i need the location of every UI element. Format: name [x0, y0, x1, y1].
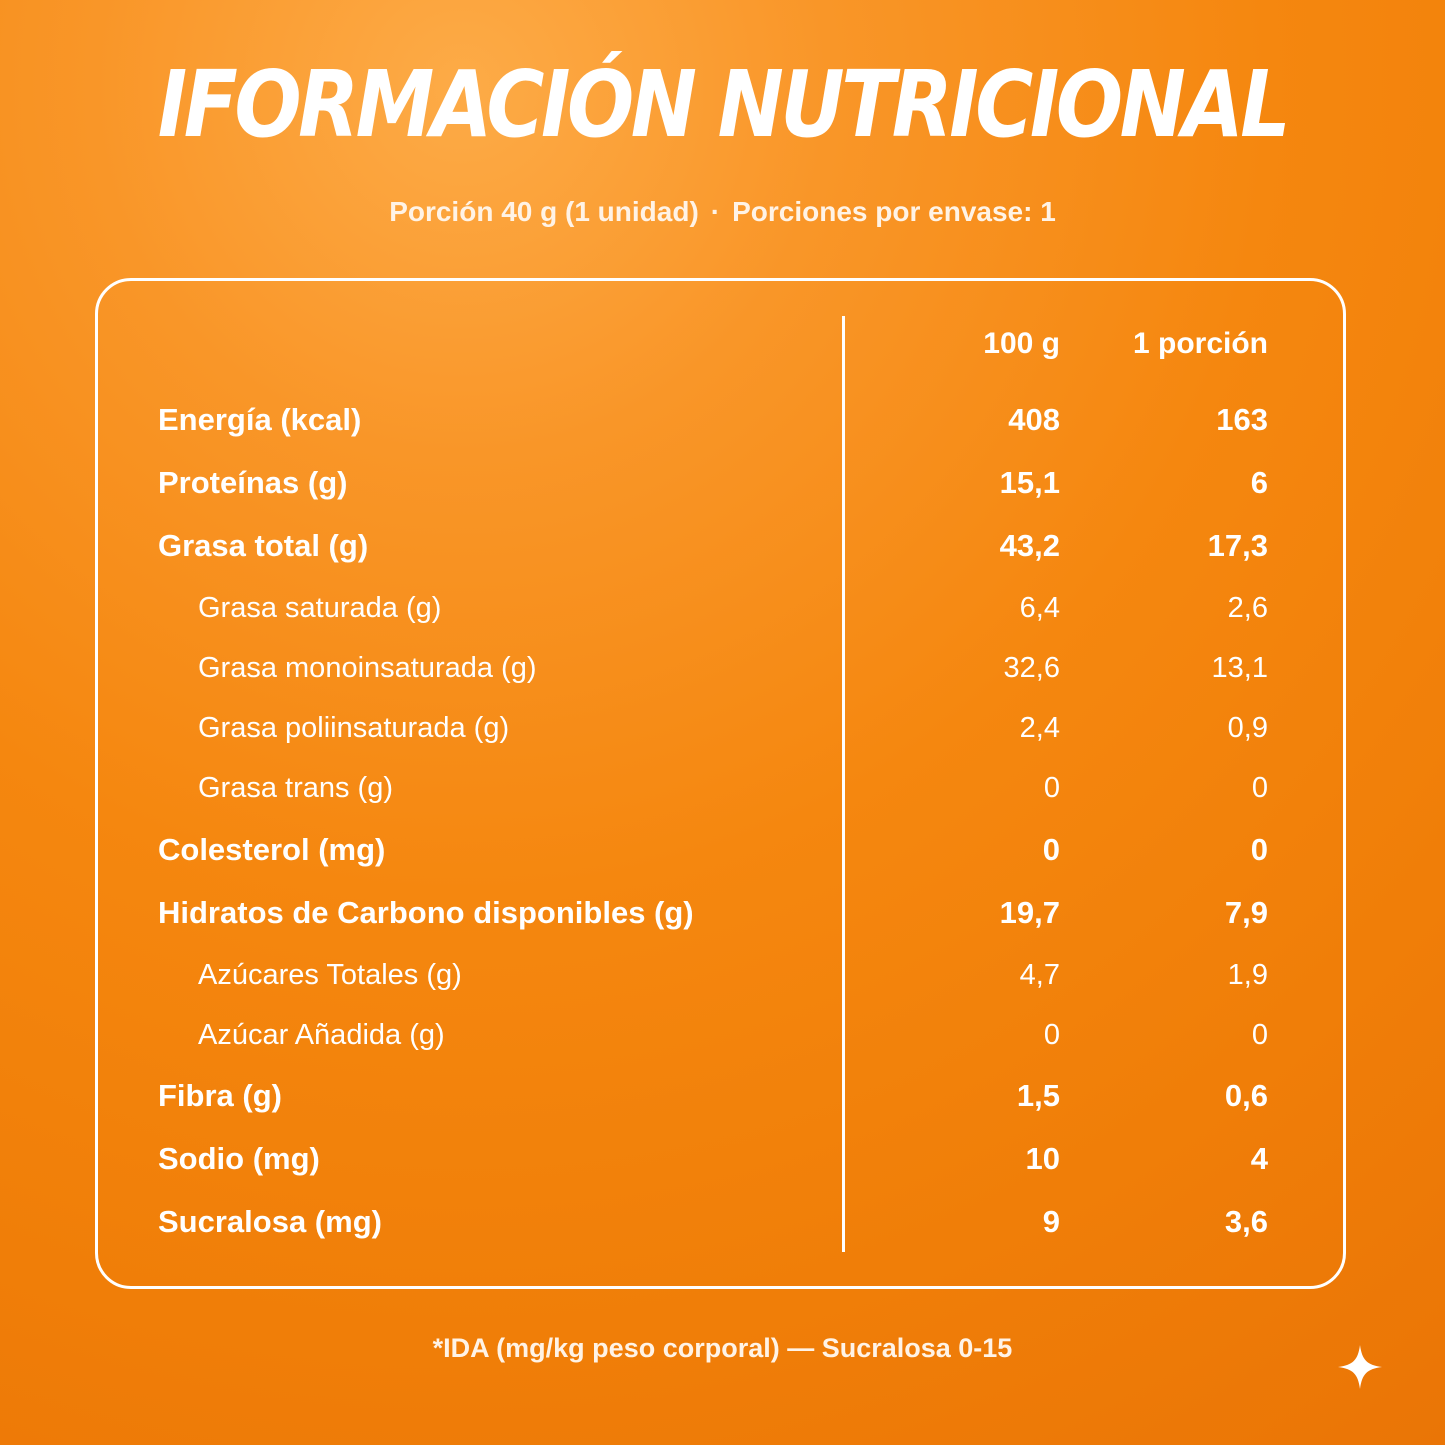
footnote: *IDA (mg/kg peso corporal) — Sucralosa 0-15: [432, 1333, 1013, 1363]
nutrient-label: Azúcar Añadida (g): [198, 1019, 445, 1051]
value-per-100g: 19,7: [999, 895, 1060, 930]
value-per-100g: 32,6: [1003, 652, 1060, 684]
value-per-portion: 7,9: [1224, 895, 1268, 930]
value-per-100g: 0: [1042, 832, 1060, 867]
value-per-100g: 10: [1025, 1141, 1060, 1176]
table-row: [0, 828, 1445, 872]
portion-size: Porción 40 g (1 unidad): [389, 196, 699, 227]
nutrient-label: Grasa saturada (g): [198, 592, 442, 624]
nutrient-label: Grasa poliinsaturada (g): [198, 712, 510, 744]
value-per-portion: 0,9: [1227, 712, 1268, 744]
table-row: [0, 1074, 1445, 1118]
value-per-portion: 1,9: [1227, 959, 1268, 991]
nutrient-label: Fibra (g): [158, 1078, 282, 1113]
value-per-portion: 2,6: [1227, 592, 1268, 624]
serving-info: [0, 196, 1445, 228]
value-per-portion: 0: [1251, 772, 1268, 804]
table-row: [0, 1200, 1445, 1244]
nutrient-label: Grasa total (g): [158, 528, 369, 563]
value-per-portion: 3,6: [1224, 1204, 1268, 1239]
value-per-portion: 13,1: [1211, 652, 1268, 684]
nutrient-label: Sucralosa (mg): [158, 1204, 382, 1239]
value-per-100g: 15,1: [999, 465, 1060, 500]
table-row: [0, 398, 1445, 442]
table-row: [0, 766, 1445, 810]
value-per-portion: 0: [1251, 1019, 1268, 1051]
table-row: [0, 1013, 1445, 1057]
nutrient-label: Energía (kcal): [158, 402, 362, 437]
table-row: [0, 891, 1445, 935]
value-per-portion: 0,6: [1224, 1078, 1268, 1113]
nutrient-label: Grasa trans (g): [198, 772, 393, 804]
table-row: [0, 524, 1445, 568]
nutrient-label: Grasa monoinsaturada (g): [198, 652, 537, 684]
value-per-100g: 0: [1043, 772, 1060, 804]
value-per-portion: 6: [1250, 465, 1268, 500]
column-header-portion: 1 porción: [1132, 327, 1268, 360]
servings-per-package: Porciones por envase: 1: [732, 196, 1056, 227]
nutrient-label: Proteínas (g): [158, 465, 348, 500]
nutrient-label: Hidratos de Carbono disponibles (g): [158, 895, 694, 930]
table-row: [0, 1137, 1445, 1181]
value-per-portion: 163: [1216, 402, 1268, 437]
table-row: [0, 706, 1445, 750]
column-header-100g: 100 g: [983, 327, 1060, 360]
value-per-100g: 4,7: [1019, 959, 1060, 991]
sparkle-icon: [1336, 1343, 1384, 1391]
value-per-100g: 0: [1043, 1019, 1060, 1051]
nutrient-label: Azúcares Totales (g): [198, 959, 462, 991]
value-per-100g: 43,2: [999, 528, 1060, 563]
value-per-100g: 2,4: [1019, 712, 1060, 744]
value-per-portion: 0: [1250, 832, 1268, 867]
table-row: [0, 586, 1445, 630]
table-row: [0, 461, 1445, 505]
value-per-portion: 4: [1250, 1141, 1268, 1176]
value-per-100g: 6,4: [1019, 592, 1060, 624]
separator-dot: ·: [710, 196, 721, 227]
value-per-portion: 17,3: [1207, 528, 1268, 563]
nutrient-label: Colesterol (mg): [158, 832, 386, 867]
value-per-100g: 408: [1008, 402, 1060, 437]
value-per-100g: 1,5: [1016, 1078, 1060, 1113]
value-per-100g: 9: [1042, 1204, 1060, 1239]
page-title: IFORMACIÓN NUTRICIONAL: [157, 51, 1288, 158]
table-row: [0, 953, 1445, 997]
table-row: [0, 646, 1445, 690]
nutrient-label: Sodio (mg): [158, 1141, 320, 1176]
